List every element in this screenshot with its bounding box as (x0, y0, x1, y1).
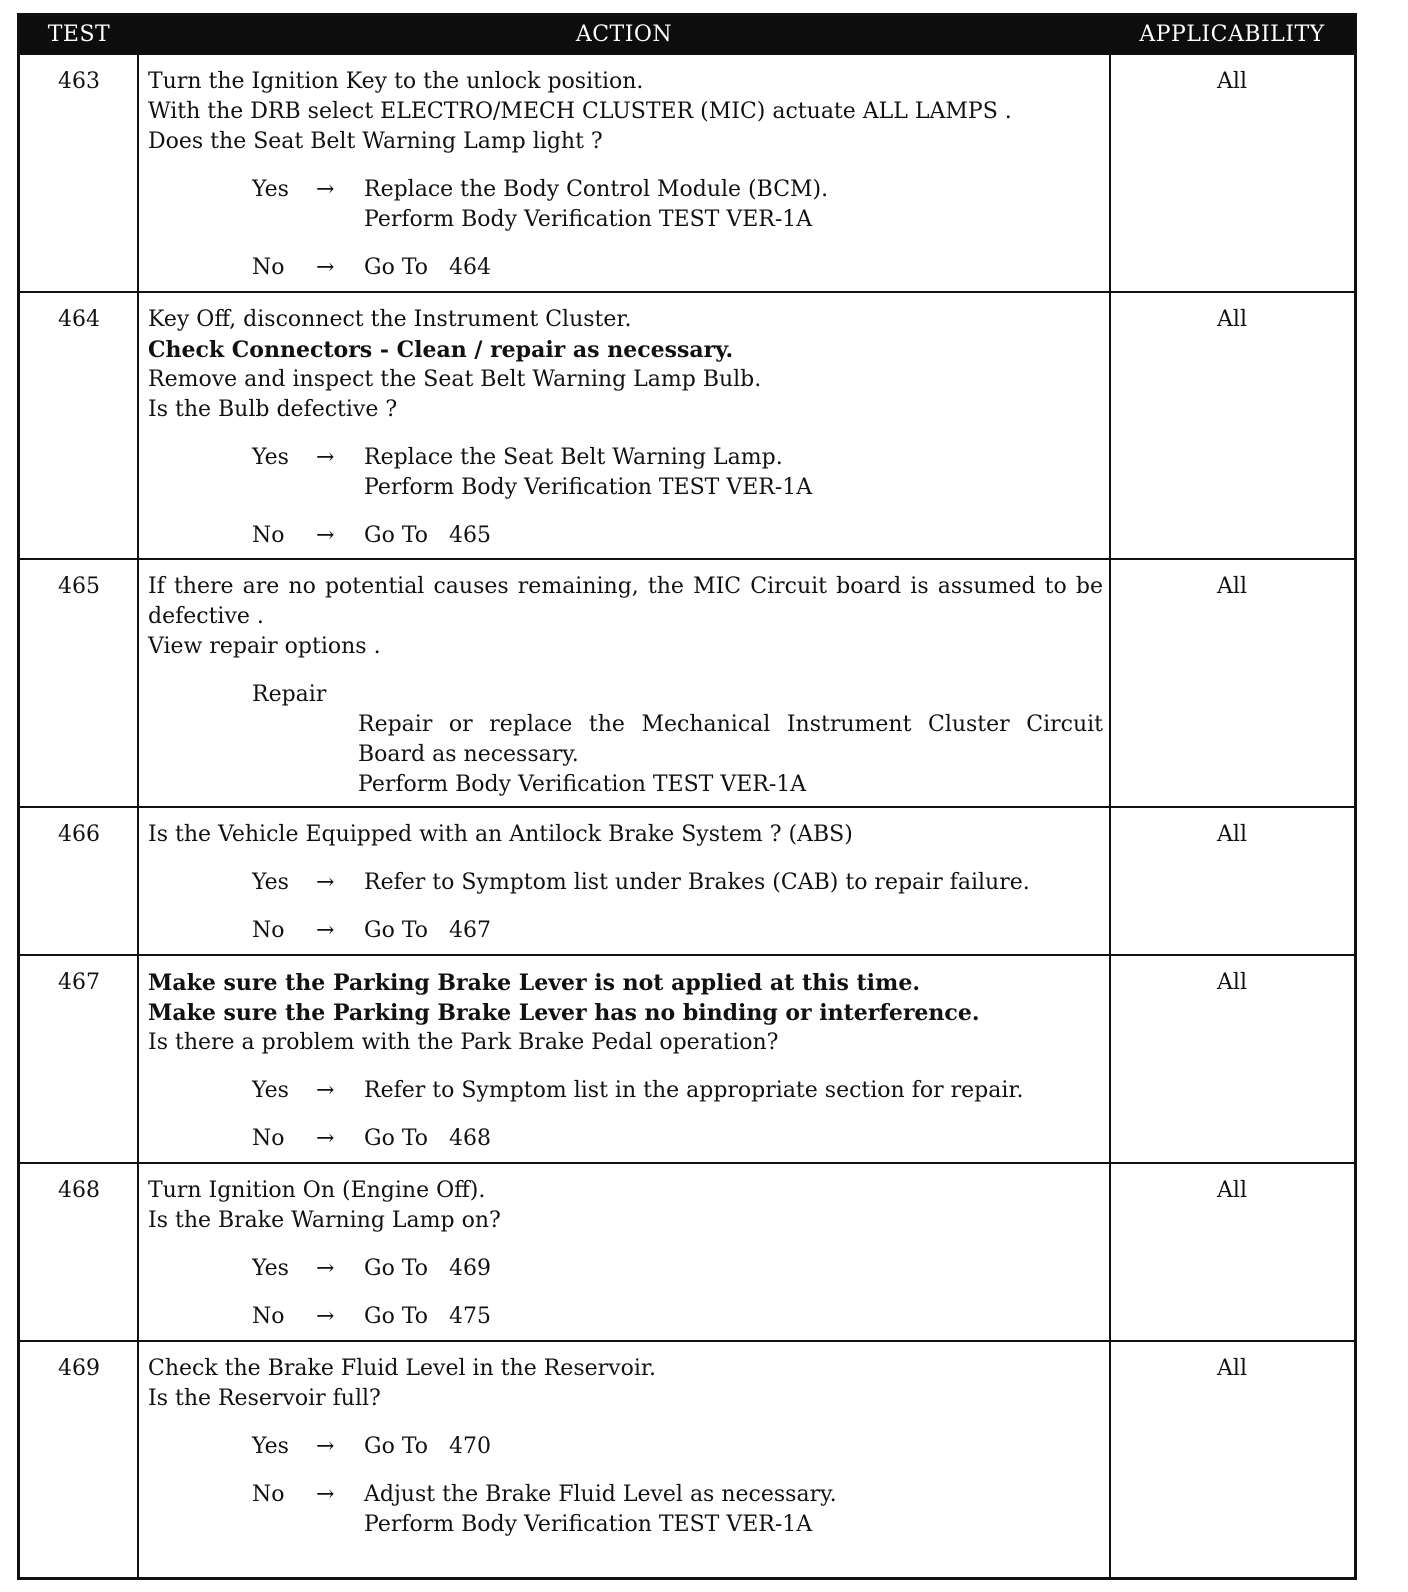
action-line-bold: Make sure the Parking Brake Lever is not applied at this time. (148, 970, 920, 996)
applicability-value: All (1217, 1356, 1247, 1381)
no-text: Go To 464 (364, 255, 491, 280)
arrow-right-icon: → (316, 870, 335, 895)
test-number: 469 (58, 1356, 100, 1381)
action-line: Is there a problem with the Park Brake Pedal operation? (148, 1030, 779, 1055)
action-cell (148, 1354, 1103, 1540)
yes-subtext: Perform Body Verification TEST VER-1A (364, 475, 813, 500)
no-text: Go To 475 (364, 1304, 491, 1329)
table-row-463 (20, 53, 1354, 291)
action-line: With the DRB select ELECTRO/MECH CLUSTER (MIC) actuate ALL LAMPS . (148, 99, 1012, 124)
no-label: No (252, 1304, 285, 1329)
no-text: Go To 468 (364, 1126, 491, 1151)
yes-branch (148, 1254, 1103, 1284)
arrow-right-icon: → (316, 1482, 335, 1507)
applicability-value: All (1217, 307, 1247, 332)
no-label: No (252, 918, 285, 943)
yes-label: Yes (252, 1256, 289, 1281)
action-line: Turn the Ignition Key to the unlock position. (148, 69, 644, 94)
no-text: Go To 465 (364, 523, 491, 548)
arrow-right-icon: → (316, 918, 335, 943)
no-branch (148, 253, 1103, 283)
yes-label: Yes (252, 870, 289, 895)
action-line: Is the Reservoir full? (148, 1386, 381, 1411)
no-text: Adjust the Brake Fluid Level as necessary. (364, 1482, 837, 1507)
yes-branch (148, 1432, 1103, 1462)
applicability-value: All (1217, 1178, 1247, 1203)
no-branch (148, 916, 1103, 946)
yes-text: Replace the Seat Belt Warning Lamp. (364, 445, 783, 470)
arrow-right-icon: → (316, 1304, 335, 1329)
repair-subtext: Perform Body Verification TEST VER-1A (358, 772, 807, 797)
no-label: No (252, 1126, 285, 1151)
table-header (20, 16, 1354, 53)
arrow-right-icon: → (316, 177, 335, 202)
action-line: Is the Bulb defective ? (148, 397, 398, 422)
no-branch (148, 521, 1103, 551)
table-row-469 (20, 1340, 1354, 1577)
yes-text: Refer to Symptom list in the appropriate section for repair. (364, 1078, 1024, 1103)
table-row-468 (20, 1162, 1354, 1340)
action-cell (148, 572, 1103, 800)
action-line: Is the Brake Warning Lamp on? (148, 1208, 501, 1233)
action-cell (148, 305, 1103, 551)
yes-label: Yes (252, 177, 289, 202)
no-label: No (252, 255, 285, 280)
no-text: Go To 467 (364, 918, 491, 943)
test-number: 465 (58, 574, 100, 599)
yes-branch (148, 443, 1103, 473)
action-line: Is the Vehicle Equipped with an Antilock Brake System ? (ABS) (148, 822, 853, 847)
procedure-table (17, 13, 1357, 1580)
arrow-right-icon: → (316, 523, 335, 548)
repair-text: Repair or replace the Mechanical Instrument Cluster Circuit Board as necessary. (358, 712, 1103, 767)
no-branch (148, 1480, 1103, 1510)
action-cell (148, 968, 1103, 1154)
applicability-value: All (1217, 574, 1247, 599)
action-line-bold: Make sure the Parking Brake Lever has no binding or interference. (148, 1000, 980, 1026)
yes-subtext: Perform Body Verification TEST VER-1A (364, 207, 813, 232)
action-line-bold: Check Connectors - Clean / repair as necessary. (148, 337, 734, 363)
arrow-right-icon: → (316, 1078, 335, 1103)
yes-text: Replace the Body Control Module (BCM). (364, 177, 829, 202)
arrow-right-icon: → (316, 1434, 335, 1459)
action-cell (148, 67, 1103, 283)
action-line: Turn Ignition On (Engine Off). (148, 1178, 486, 1203)
table-row-464 (20, 291, 1354, 558)
applicability-value: All (1217, 970, 1247, 995)
no-branch (148, 1124, 1103, 1154)
action-line: Check the Brake Fluid Level in the Reservoir. (148, 1356, 656, 1381)
table-row-466 (20, 806, 1354, 954)
applicability-value: All (1217, 69, 1247, 94)
no-label: No (252, 1482, 285, 1507)
action-cell (148, 820, 1103, 946)
yes-branch (148, 1076, 1103, 1106)
yes-label: Yes (252, 445, 289, 470)
yes-label: Yes (252, 1078, 289, 1103)
action-paragraph: If there are no potential causes remaining, the MIC Circuit board is assumed to be defective . (148, 574, 1103, 629)
action-cell (148, 1176, 1103, 1332)
yes-branch (148, 175, 1103, 205)
no-subtext: Perform Body Verification TEST VER-1A (364, 1512, 813, 1537)
yes-label: Yes (252, 1434, 289, 1459)
arrow-right-icon: → (316, 445, 335, 470)
test-number: 466 (58, 822, 100, 847)
table-row-467 (20, 954, 1354, 1162)
applicability-value: All (1217, 822, 1247, 847)
repair-label: Repair (252, 682, 327, 707)
header-applicability: APPLICABILITY (1139, 22, 1325, 47)
action-line: View repair options . (148, 634, 381, 659)
test-number: 468 (58, 1178, 100, 1203)
action-line: Key Off, disconnect the Instrument Cluster. (148, 307, 632, 332)
arrow-right-icon: → (316, 1126, 335, 1151)
yes-branch (148, 868, 1103, 898)
arrow-right-icon: → (316, 1256, 335, 1281)
yes-text: Go To 469 (364, 1256, 491, 1281)
no-label: No (252, 523, 285, 548)
yes-text: Go To 470 (364, 1434, 491, 1459)
test-number: 464 (58, 307, 100, 332)
table-row-465 (20, 558, 1354, 806)
yes-text: Refer to Symptom list under Brakes (CAB) to repair failure. (364, 870, 1030, 895)
test-number: 467 (58, 970, 100, 995)
arrow-right-icon: → (316, 255, 335, 280)
header-action: ACTION (575, 22, 673, 47)
no-branch (148, 1302, 1103, 1332)
test-number: 463 (58, 69, 100, 94)
action-line: Remove and inspect the Seat Belt Warning Lamp Bulb. (148, 367, 762, 392)
action-line: Does the Seat Belt Warning Lamp light ? (148, 129, 603, 154)
header-test: TEST (47, 22, 111, 47)
